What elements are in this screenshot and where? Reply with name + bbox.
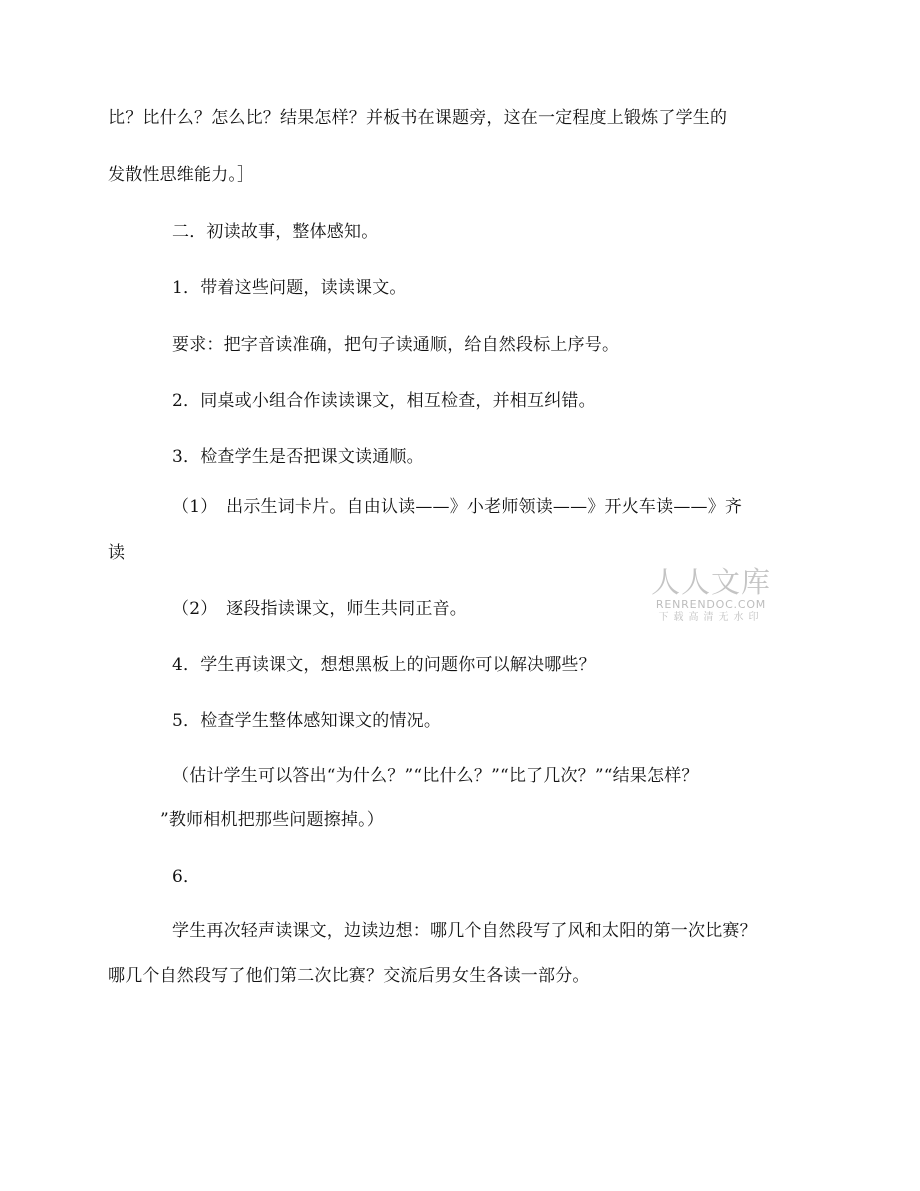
text-line-reread-cont: 哪几个自然段写了他们第二次比赛？交流后男女生各读一部分。 <box>108 966 590 986</box>
text-line-step-4: 4．学生再读课文，想想黑板上的问题你可以解决哪些？ <box>172 655 596 675</box>
text-line-2: 发散性思维能力。］ <box>108 165 255 185</box>
text-line-step-1: 1．带着这些问题，读读课文。 <box>172 278 407 298</box>
watermark-subtitle: 下载高清无水印 <box>658 612 764 623</box>
text-line-reread: 学生再次轻声读课文，边读边想：哪几个自然段写了风和太阳的第一次比赛？ <box>172 921 757 941</box>
text-line-estimate-cont: ”教师相机把那些问题擦掉。） <box>160 810 384 830</box>
text-line-step-6: 6． <box>172 867 201 887</box>
watermark-logo <box>646 566 776 624</box>
text-line-substep-1: （1） 出示生词卡片。自由认读——》小老师领读——》开火车读——》齐 <box>172 497 743 517</box>
section-heading: 二．初读故事，整体感知。 <box>172 222 379 242</box>
text-line-requirement: 要求：把字音读准确，把句子读通顺，给自然段标上序号。 <box>172 335 620 355</box>
text-line-1: 比？比什么？怎么比？结果怎样？并板书在课题旁，这在一定程度上锻炼了学生的 <box>108 108 728 128</box>
text-line-step-2: 2．同桌或小组合作读读课文，相互检查，并相互纠错。 <box>172 391 596 411</box>
text-line-estimate: （估计学生可以答出“为什么？”“比什么？”“比了几次？”“结果怎样？ <box>172 766 699 786</box>
text-line-step-5: 5．检查学生整体感知课文的情况。 <box>172 711 442 731</box>
text-line-substep-2: （2） 逐段指读课文，师生共同正音。 <box>172 599 467 619</box>
watermark-url: RENRENDOC.COM <box>655 598 767 611</box>
text-line-substep-1-cont: 读 <box>108 543 126 563</box>
watermark-title: 人人文库 <box>650 565 771 599</box>
text-line-step-3: 3．检查学生是否把课文读通顺。 <box>172 447 424 467</box>
